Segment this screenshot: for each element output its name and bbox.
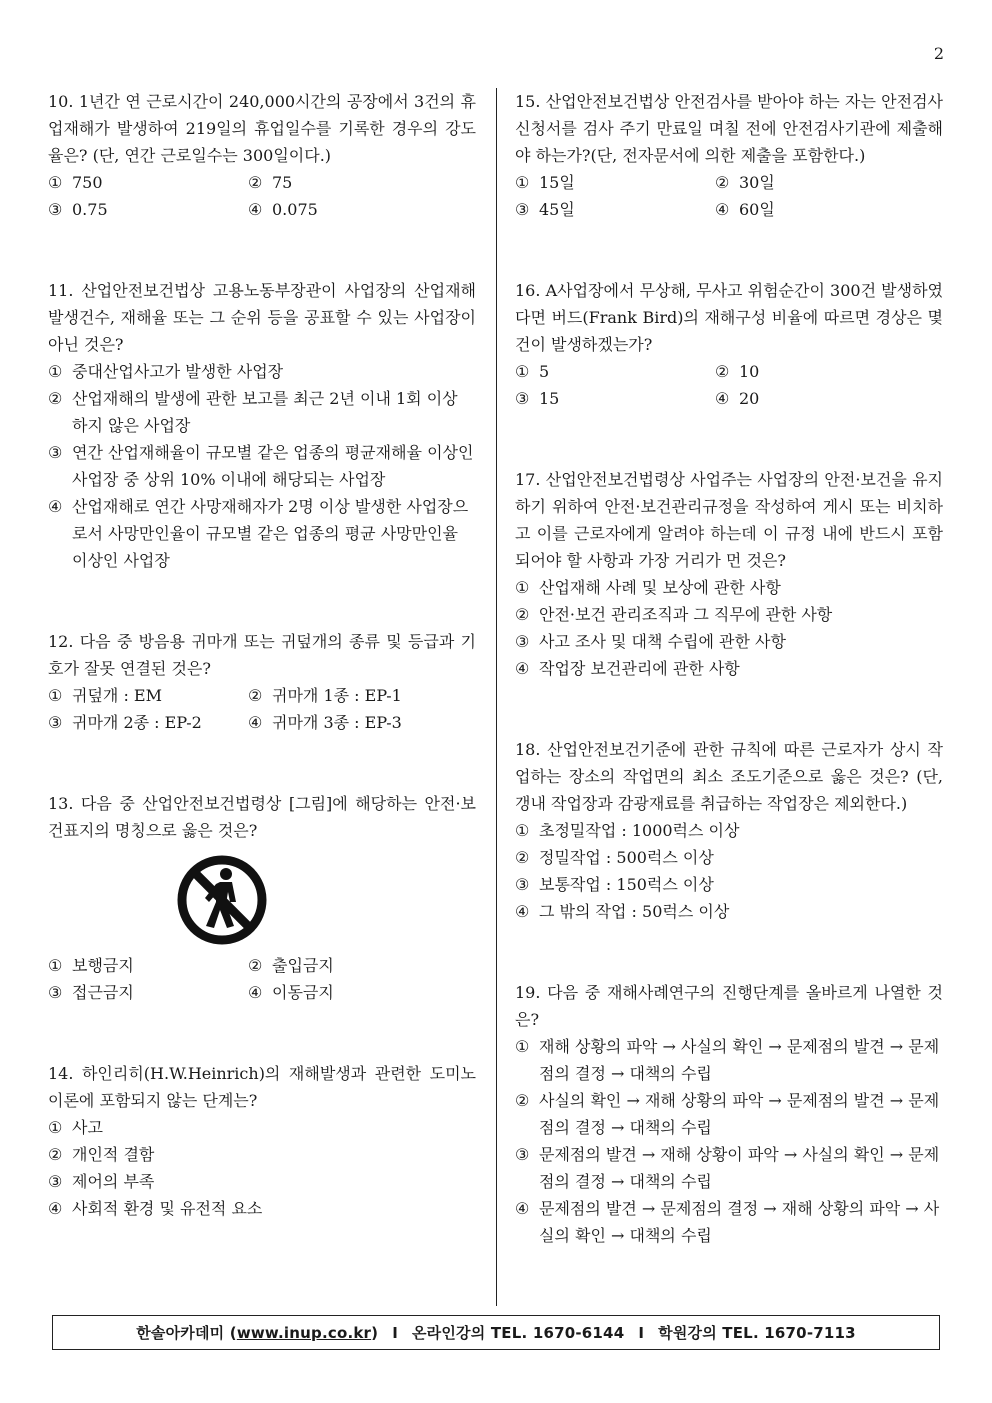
question-stem: 19. 다음 중 재해사례연구의 진행단계를 올바르게 나열한 것은?: [515, 983, 943, 1029]
question-17: [515, 466, 943, 682]
option-text: 15: [539, 389, 560, 408]
option-text: 10: [739, 362, 760, 381]
option-1[interactable]: [515, 1033, 943, 1087]
option-text: 재해 상황의 파악 → 사실의 확인 → 문제점의 발견 → 문제점의 결정 → 대책의 수립: [539, 1037, 940, 1083]
option-text: 산업재해의 발생에 관한 보고를 최근 2년 이내 1회 이상 하지 않은 사업장: [72, 389, 458, 435]
option-3[interactable]: [515, 628, 943, 655]
option-3[interactable]: [48, 979, 248, 1006]
option-marker: ③: [515, 200, 530, 219]
option-text: 5: [539, 362, 550, 381]
option-2[interactable]: [248, 169, 468, 196]
option-marker: ②: [515, 605, 530, 624]
option-marker: ④: [248, 713, 263, 732]
option-3[interactable]: [515, 1141, 943, 1195]
option-3[interactable]: [515, 196, 715, 223]
option-4[interactable]: [515, 898, 943, 925]
option-text: 문제점의 발견 → 재해 상황이 파악 → 사실의 확인 → 문제점의 결정 → 대책의 수립: [539, 1145, 940, 1191]
option-text: 출입금지: [272, 956, 334, 975]
option-2[interactable]: [48, 1141, 476, 1168]
option-1[interactable]: [48, 952, 248, 979]
option-marker: ③: [48, 713, 63, 732]
option-text: 그 밖의 작업 : 50럭스 이상: [539, 902, 730, 921]
option-marker: ④: [715, 389, 730, 408]
academy-link[interactable]: www.inup.co.kr: [236, 1323, 372, 1342]
option-2[interactable]: [515, 844, 943, 871]
option-text: 산업재해 사례 및 보상에 관한 사항: [539, 578, 781, 597]
option-text: 0.075: [272, 200, 318, 219]
question-stem: 13. 다음 중 산업안전보건법령상 [그림]에 해당하는 안전·보건표지의 명칭으로 옳은 것은?: [48, 794, 476, 840]
option-marker: ①: [48, 173, 63, 192]
option-3[interactable]: [48, 439, 476, 493]
option-4[interactable]: [715, 385, 935, 412]
option-text: 개인적 결함: [72, 1145, 155, 1164]
question-16: [515, 277, 943, 412]
option-marker: ①: [515, 578, 530, 597]
option-text: 0.75: [72, 200, 108, 219]
option-1[interactable]: [48, 682, 248, 709]
option-text: 사고: [72, 1118, 103, 1137]
option-text: 연간 산업재해율이 규모별 같은 업종의 평균재해율 이상인 사업장 중 상위 10% 이내에 해당되는 사업장: [72, 443, 474, 489]
right-column: [515, 88, 943, 1249]
option-text: 정밀작업 : 500럭스 이상: [539, 848, 714, 867]
option-marker: ④: [515, 659, 530, 678]
option-text: 20: [739, 389, 760, 408]
option-1[interactable]: [515, 574, 943, 601]
option-2[interactable]: [48, 385, 476, 439]
option-text: 안전·보건 관리조직과 그 직무에 관한 사항: [539, 605, 833, 624]
offline-phone: 학원강의 TEL. 1670-7113: [658, 1324, 856, 1342]
option-text: 산업재해로 연간 사망재해자가 2명 이상 발생한 사업장으로서 사망만인율이 규모별 같은 업종의 평균 사망만인율 이상인 사업장: [72, 497, 469, 570]
option-marker: ①: [515, 1037, 530, 1056]
option-2[interactable]: [248, 952, 468, 979]
option-marker: ②: [48, 389, 63, 408]
option-text: 귀마개 2종 : EP-2: [72, 713, 202, 732]
option-1[interactable]: [515, 169, 715, 196]
option-3[interactable]: [515, 871, 943, 898]
option-text: 초정밀작업 : 1000럭스 이상: [539, 821, 740, 840]
option-text: 접근금지: [72, 983, 134, 1002]
option-marker: ①: [515, 173, 530, 192]
option-marker: ④: [248, 983, 263, 1002]
option-marker: ④: [515, 902, 530, 921]
option-marker: ③: [48, 1172, 63, 1191]
option-4[interactable]: [248, 709, 468, 736]
option-text: 중대산업사고가 발생한 사업장: [72, 362, 284, 381]
option-marker: ①: [48, 362, 63, 381]
option-marker: ④: [715, 200, 730, 219]
option-marker: ①: [48, 956, 63, 975]
academy-name: 한솔아카데미: [136, 1324, 225, 1342]
option-list: [515, 169, 943, 223]
option-text: 사실의 확인 → 재해 상황의 파악 → 문제점의 발견 → 문제점의 결정 → 대책의 수립: [539, 1091, 940, 1137]
option-list: [48, 682, 476, 736]
option-marker: ②: [515, 848, 530, 867]
option-2[interactable]: [715, 169, 935, 196]
option-1[interactable]: [48, 358, 476, 385]
option-text: 750: [72, 173, 103, 192]
question-stem: 18. 산업안전보건기준에 관한 규칙에 따른 근로자가 상시 작업하는 장소의 작업면의 최소 조도기준으로 옳은 것은? (단, 갱내 작업장과 감광재료를 취급하는 작업장은 제외한다.): [515, 740, 943, 813]
option-4[interactable]: [48, 493, 476, 574]
option-text: 이동금지: [272, 983, 334, 1002]
option-text: 30일: [739, 173, 775, 192]
option-4[interactable]: [248, 196, 468, 223]
option-text: 45일: [539, 200, 575, 219]
question-figure: [0, 844, 476, 952]
question-10: [48, 88, 476, 223]
option-text: 작업장 보건관리에 관한 사항: [539, 659, 740, 678]
option-text: 보통작업 : 150럭스 이상: [539, 875, 714, 894]
option-text: 보행금지: [72, 956, 134, 975]
option-marker: ③: [515, 389, 530, 408]
option-marker: ②: [48, 1145, 63, 1164]
option-list: [48, 952, 476, 1006]
no-pedestrian-sign-icon: [176, 854, 268, 946]
left-column: [48, 88, 476, 1222]
option-marker: ②: [248, 686, 263, 705]
footer-banner: 한솔아카데미 ( www.inup.co.kr ) I 온라인강의 TEL. 1670-6144 I 학원강의 TEL. 1670-7113: [52, 1315, 940, 1350]
option-marker: ①: [515, 362, 530, 381]
question-stem: 14. 하인리히(H.W.Heinrich)의 재해발생과 관련한 도미노 이론에 포함되지 않는 단계는?: [48, 1064, 476, 1110]
option-text: 문제점의 발견 → 문제점의 결정 → 재해 상황의 파악 → 사실의 확인 → 대책의 수립: [539, 1199, 940, 1245]
question-12: [48, 628, 476, 736]
footer-separator: I: [638, 1323, 645, 1342]
option-3[interactable]: [48, 196, 248, 223]
option-text: 사고 조사 및 대책 수립에 관한 사항: [539, 632, 786, 651]
column-divider: [496, 88, 497, 1306]
question-stem: 15. 산업안전보건법상 안전검사를 받아야 하는 자는 안전검사 신청서를 검사 주기 만료일 며칠 전에 안전검사기관에 제출해야 하는가?(단, 전자문서에 의한 제출을 포함한다.): [515, 92, 943, 165]
option-list: [48, 1114, 476, 1222]
option-text: 귀마개 1종 : EP-1: [272, 686, 402, 705]
option-marker: ①: [48, 1118, 63, 1137]
option-marker: ④: [515, 1199, 530, 1218]
option-marker: ④: [248, 200, 263, 219]
question-15: [515, 88, 943, 223]
option-marker: ③: [515, 1145, 530, 1164]
option-marker: ①: [515, 821, 530, 840]
question-19: [515, 979, 943, 1249]
question-stem: 12. 다음 중 방음용 귀마개 또는 귀덮개의 종류 및 등급과 기호가 잘못 연결된 것은?: [48, 632, 476, 678]
option-text: 사회적 환경 및 유전적 요소: [72, 1199, 263, 1218]
question-11: [48, 277, 476, 574]
option-1[interactable]: [515, 817, 943, 844]
option-marker: ③: [515, 632, 530, 651]
option-text: 귀덮개 : EM: [72, 686, 162, 705]
option-3[interactable]: [48, 709, 248, 736]
option-marker: ②: [248, 173, 263, 192]
option-marker: ①: [48, 686, 63, 705]
question-stem: 17. 산업안전보건법령상 사업주는 사업장의 안전·보건을 유지하기 위하여 안전·보건관리규정을 작성하여 게시 또는 비치하고 이를 근로자에게 알려야 하는데 이 규정 내에 반드시 포함 되어야 할 사항과 가장 거리가 먼 것은?: [515, 470, 943, 570]
option-marker: ③: [48, 983, 63, 1002]
option-text: 제어의 부족: [72, 1172, 155, 1191]
option-marker: ②: [248, 956, 263, 975]
option-2[interactable]: [248, 682, 468, 709]
option-4[interactable]: [515, 655, 943, 682]
option-marker: ②: [715, 362, 730, 381]
option-list: [515, 817, 943, 925]
option-list: [515, 574, 943, 682]
question-13: [48, 790, 476, 1006]
online-phone: 온라인강의 TEL. 1670-6144: [411, 1324, 625, 1342]
option-marker: ③: [48, 200, 63, 219]
option-2[interactable]: [515, 601, 943, 628]
option-1[interactable]: [48, 169, 248, 196]
option-marker: ②: [715, 173, 730, 192]
footer-separator: I: [392, 1323, 398, 1342]
option-list: [515, 1033, 943, 1249]
question-stem: 11. 산업안전보건법상 고용노동부장관이 사업장의 산업재해 발생건수, 재해율 또는 그 순위 등을 공표할 수 있는 사업장이 아닌 것은?: [48, 281, 476, 354]
page-number: 2: [933, 44, 944, 63]
question-14: [48, 1060, 476, 1222]
option-list: [48, 358, 476, 574]
option-marker: ④: [48, 497, 63, 516]
option-text: 75: [272, 173, 293, 192]
option-text: 귀마개 3종 : EP-3: [272, 713, 402, 732]
option-3[interactable]: [48, 1168, 476, 1195]
option-text: 15일: [539, 173, 575, 192]
option-text: 60일: [739, 200, 775, 219]
option-list: [48, 169, 476, 223]
option-list: [515, 358, 943, 412]
option-marker: ②: [515, 1091, 530, 1110]
option-2[interactable]: [515, 1087, 943, 1141]
option-3[interactable]: [515, 385, 715, 412]
option-marker: ③: [515, 875, 530, 894]
option-1[interactable]: [48, 1114, 476, 1141]
option-2[interactable]: [715, 358, 935, 385]
option-4[interactable]: [48, 1195, 476, 1222]
option-4[interactable]: [248, 979, 468, 1006]
option-4[interactable]: [715, 196, 935, 223]
option-4[interactable]: [515, 1195, 943, 1249]
option-marker: ③: [48, 443, 63, 462]
question-stem: 16. A사업장에서 무상해, 무사고 위험순간이 300건 발생하였다면 버드(Frank Bird)의 재해구성 비율에 따르면 경상은 몇 건이 발생하겠는가?: [515, 281, 943, 354]
question-stem: 10. 1년간 연 근로시간이 240,000시간의 공장에서 3건의 휴업재해가 발생하여 219일의 휴업일수를 기록한 경우의 강도율은? (단, 연간 근로일수는 300일이다.): [48, 92, 476, 165]
option-marker: ④: [48, 1199, 63, 1218]
option-1[interactable]: [515, 358, 715, 385]
question-18: [515, 736, 943, 925]
